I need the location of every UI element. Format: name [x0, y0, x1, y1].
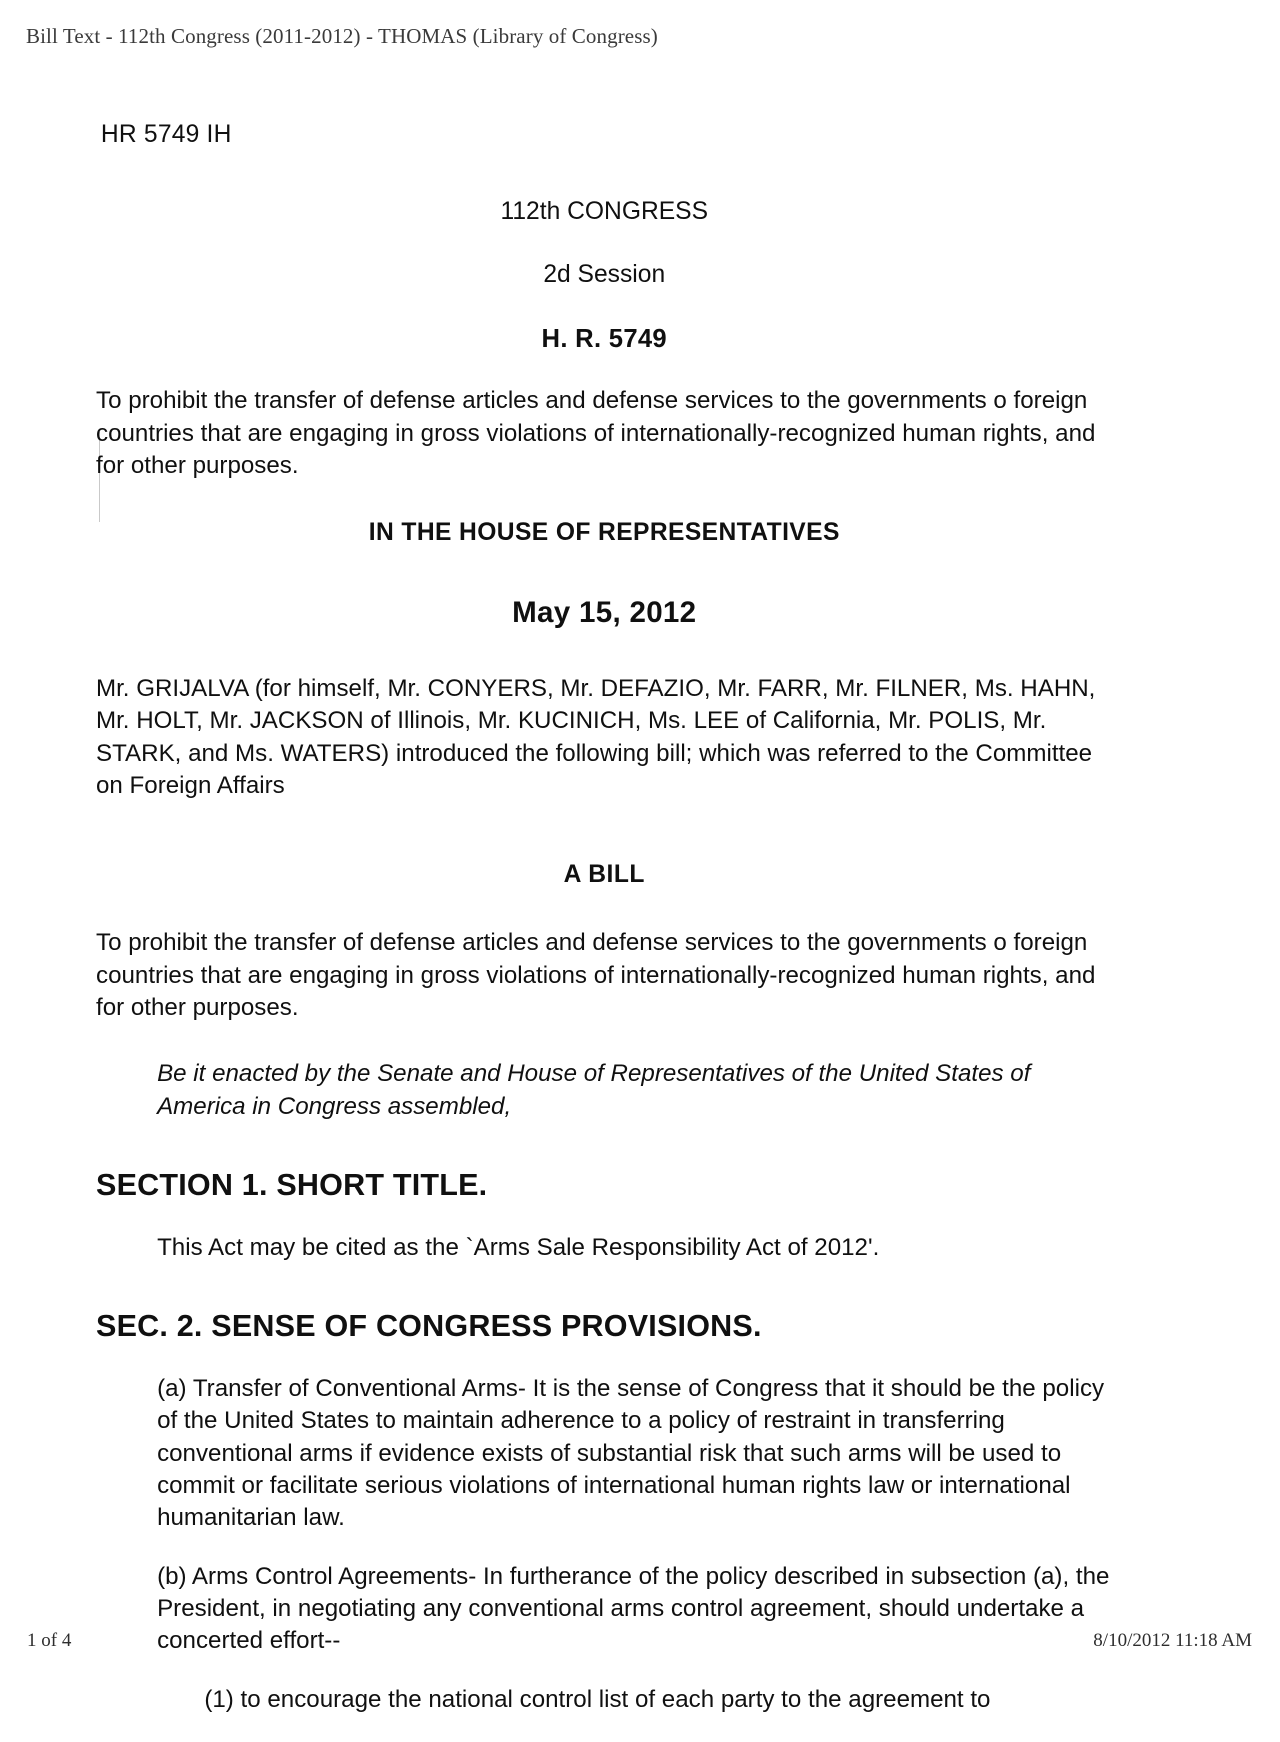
section-1-body: This Act may be cited as the `Arms Sale Responsibility Act of 2012'.: [157, 1233, 880, 1261]
enacting-clause: Be it enacted by the Senate and House of Representatives of the United States of America in Congress assembled,: [157, 1060, 1031, 1120]
footer-page-indicator: 1 of 4: [27, 1630, 72, 1651]
bill-document-page: [96, 118, 1113, 1742]
congress-number: 112th CONGRESS: [500, 197, 709, 225]
bill-purpose-paragraph: To prohibit the transfer of defense articles and defense services to the governments o foreign countries that are engaging in gross violations of internationally-recognized human rights, and for other purposes.: [96, 929, 1096, 1021]
bill-title: H. R. 5749: [541, 323, 667, 353]
purpose-statement: To prohibit the transfer of defense articles and defense services to the governments o foreign countries that are engaging in gross violations of internationally-recognized human rights, and for other purposes.: [96, 387, 1096, 479]
session-label: 2d Session: [543, 260, 666, 288]
section-2-subsection-b: (b) Arms Control Agreements- In furtherance of the policy described in subsection (a), the President, in negotiating any conventional arms control agreement, should undertake a concerted effort--: [157, 1562, 1110, 1655]
footer-timestamp: 8/10/2012 11:18 AM: [1093, 1630, 1252, 1651]
section-1-heading: SECTION 1. SHORT TITLE.: [96, 1166, 488, 1202]
section-2-subsection-a: (a) Transfer of Conventional Arms- It is the sense of Congress that it should be the policy of the United States to maintain adherence to a policy of restraint in transferring conventional arms if evidence exists of substantial risk that such arms will be used to commit or facilitate serious violations of international human rights law or international humanitarian law.: [157, 1374, 1105, 1532]
section-2-paragraph-1: (1) to encourage the national control list of each party to the agreement to: [204, 1685, 991, 1713]
bill-number-label: HR 5749 IH: [100, 120, 232, 148]
browser-print-header-title: Bill Text - 112th Congress (2011-2012) - THOMAS (Library of Congress): [26, 24, 658, 48]
section-2-heading: SEC. 2. SENSE OF CONGRESS PROVISIONS.: [96, 1308, 762, 1344]
chamber-heading: IN THE HOUSE OF REPRESENTATIVES: [368, 518, 840, 547]
browser-print-footer: [0, 1613, 1280, 1657]
introduced-date: May 15, 2012: [512, 596, 697, 630]
sponsors-paragraph: Mr. GRIJALVA (for himself, Mr. CONYERS, Mr. DEFAZIO, Mr. FARR, Mr. FILNER, Ms. HAHN, Mr. HOLT, Mr. JACKSON of Illinois, Mr. KUCINICH, Ms. LEE of California, Mr. POLIS, Mr. STARK, and Ms. WATERS) introduced the following bill; which was referred to the Committee on Foreign Affairs: [96, 674, 1096, 799]
a-bill-heading: A BILL: [563, 860, 645, 889]
